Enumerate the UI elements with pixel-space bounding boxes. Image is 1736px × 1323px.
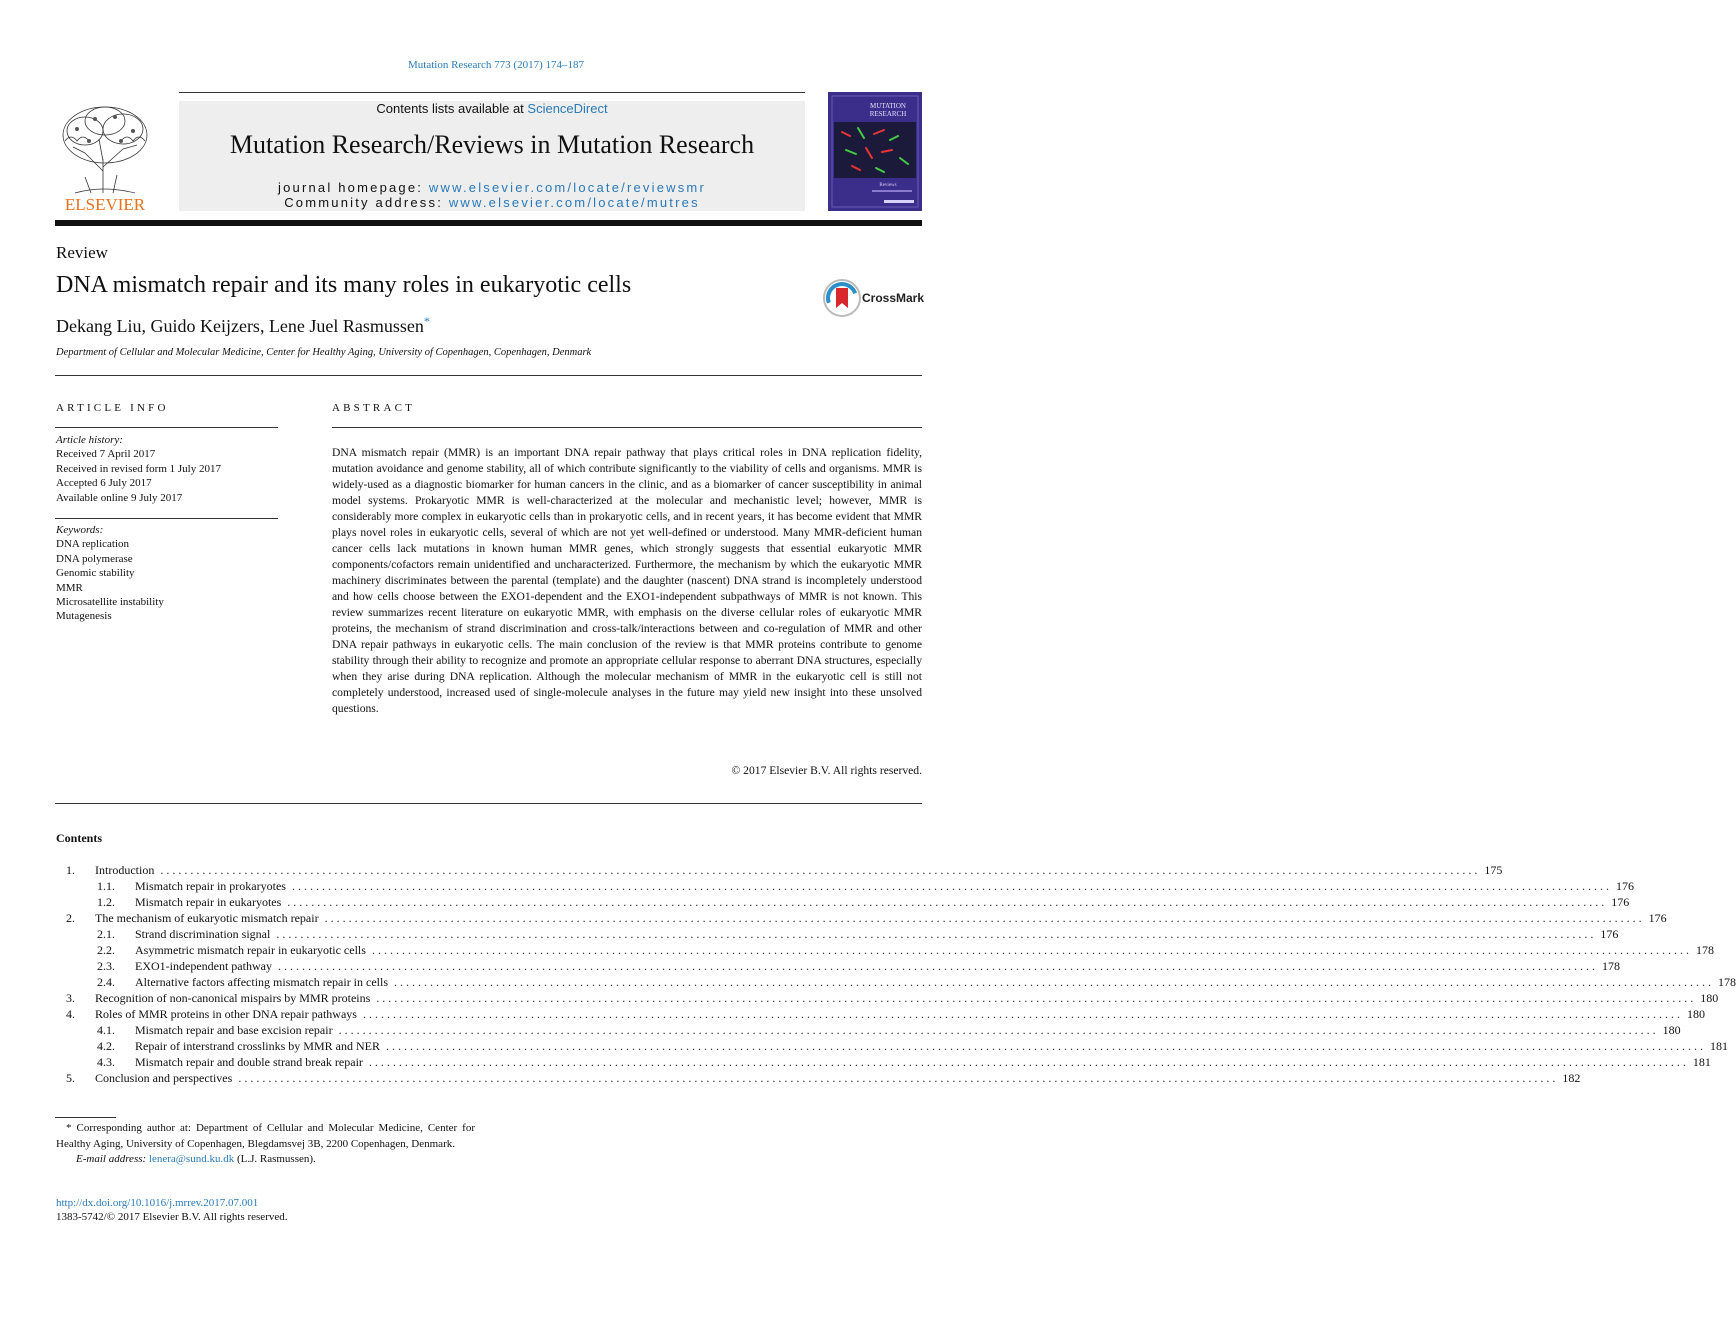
toc-entry-title[interactable]: Conclusion and perspectives	[95, 1070, 238, 1086]
toc-entry-title[interactable]: Asymmetric mismatch repair in eukaryotic cells	[135, 942, 372, 958]
authors-text: Dekang Liu, Guido Keijzers, Lene Juel Rasmussen	[56, 316, 424, 336]
toc-entry-number: 4.	[66, 1007, 75, 1021]
cover-subtitle: Reviews	[879, 183, 897, 188]
journal-homepage	[179, 180, 805, 210]
header-thick-rule	[55, 220, 922, 226]
toc-entry-number: 1.1.	[97, 879, 115, 893]
abstract-end-rule	[55, 803, 922, 804]
keyword: Genomic stability	[56, 567, 135, 580]
toc-leader-dots: ............................................................................................................................................................................................................................	[287, 895, 1608, 909]
toc-leader-dots: ............................................................................................................................................................................................................................	[238, 1071, 1559, 1085]
toc-entry-number: 1.2.	[97, 895, 115, 909]
homepage-link[interactable]: www.elsevier.com/locate/reviewsmr	[428, 180, 706, 195]
toc-leader-dots: ............................................................................................................................................................................................................................	[368, 1055, 1689, 1069]
toc-entry[interactable]	[56, 1070, 1581, 1086]
toc-entry-page: 176	[1645, 910, 1667, 926]
toc-entry-title[interactable]: Mismatch repair and double strand break repair	[135, 1054, 369, 1070]
toc-entry[interactable]	[56, 862, 1503, 878]
publisher-logo-text: ELSEVIER	[64, 195, 146, 214]
toc-entry[interactable]	[56, 1054, 1711, 1070]
article-history	[56, 433, 278, 505]
toc-entry[interactable]	[56, 1022, 1681, 1038]
toc-entry-title[interactable]: Introduction	[95, 862, 160, 878]
toc-entry-page: 178	[1714, 974, 1736, 990]
keyword: Mutagenesis	[56, 610, 112, 623]
toc-entry[interactable]	[56, 942, 1714, 958]
toc-entry-title[interactable]: Mismatch repair in prokaryotes	[135, 878, 292, 894]
toc-leader-dots: ............................................................................................................................................................................................................................	[338, 1023, 1659, 1037]
article-type: Review	[56, 243, 108, 262]
abstract-body: DNA mismatch repair (MMR) is an important DNA repair pathway that plays critical roles in DNA replication fidelity, mutation avoidance and genome stability, all of which contribute significantly to the viability of cells and organisms. MMR is widely-used as a diagnostic biomarker for human cancers in the clinic, and as a biomarker of cancer susceptibility in animal model systems. Prokaryotic MMR is well-characterized at the molecular and mechanistic level; however, MMR is considerably more complex in eukaryotic cells than in prokaryotic cells, and in recent years, it has become evident that MMR plays novel roles in eukaryotic cells, several of which are not yet well-defined or understood. Many MMR-deficient human cancer cells lack mutations in known human MMR genes, which strongly suggests that essential eukaryotic MMR components/cofactors remain unidentified and uncharacterized. Furthermore, the mechanism by which the eukaryotic MMR machinery discriminates between the parental (template) and the daughter (nascent) DNA strand is incompletely understood and how cells choose between the EXO1-dependent and the EXO1-independent subpathways of MMR is not known. This review summarizes recent literature on eukaryotic MMR, with emphasis on the diverse cellular roles of eukaryotic MMR proteins, the mechanism of strand discrimination and cross-talk/interactions between and co-regulation of MMR and other DNA repair pathways in eukaryotic cells. The main conclusion of the review is that MMR proteins contribute to genome stability through their ability to recognize and promote an appropriate cellular response to aberrant DNA structures, especially when they arise during DNA replication. Although the molecular mechanism of MMR in the eukaryotic cell is still not completely understood, increased used of single-molecule analyses in the future may yield new insight into these unsolved questions.	[332, 446, 922, 715]
history-label: Article history:	[56, 434, 123, 446]
toc-entry-title[interactable]: The mechanism of eukaryotic mismatch repair	[95, 910, 325, 926]
toc-leader-dots: ............................................................................................................................................................................................................................	[394, 975, 1715, 989]
toc-leader-dots: ............................................................................................................................................................................................................................	[362, 1007, 1683, 1021]
toc-entry[interactable]	[56, 894, 1630, 910]
toc-entry-page: 178	[1598, 958, 1620, 974]
community-label: Community address:	[284, 195, 449, 210]
table-of-contents	[56, 862, 1736, 1086]
toc-entry-title[interactable]: Mismatch repair in eukaryotes	[135, 894, 287, 910]
history-item: Received in revised form 1 July 2017	[56, 462, 221, 475]
toc-leader-dots: ............................................................................................................................................................................................................................	[291, 879, 1612, 893]
toc-entry[interactable]	[56, 910, 1667, 926]
toc-entry-number: 4.2.	[97, 1039, 115, 1053]
journal-citation[interactable]: Mutation Research 773 (2017) 174–187	[408, 59, 584, 71]
keyword: DNA polymerase	[56, 552, 133, 565]
email-suffix: (L.J. Rasmussen).	[234, 1153, 316, 1165]
toc-entry-number: 5.	[66, 1071, 75, 1085]
header-top-rule	[179, 92, 805, 93]
toc-entry-number: 4.1.	[97, 1023, 115, 1037]
community-link[interactable]: www.elsevier.com/locate/mutres	[448, 195, 700, 210]
toc-entry-number: 2.4.	[97, 975, 115, 989]
toc-entry-page: 176	[1596, 926, 1618, 942]
abstract-rule	[332, 427, 922, 428]
keywords-rule	[55, 518, 278, 519]
article-info-rule	[55, 427, 278, 428]
toc-entry-number: 1.	[66, 863, 75, 877]
elsevier-tree-logo[interactable]	[55, 101, 155, 213]
toc-leader-dots: ............................................................................................................................................................................................................................	[385, 1039, 1706, 1053]
toc-entry-number: 4.3.	[97, 1055, 115, 1069]
toc-entry[interactable]	[56, 878, 1634, 894]
toc-entry-title[interactable]: Recognition of non-canonical mispairs by MMR proteins	[95, 990, 376, 1006]
toc-leader-dots: ............................................................................................................................................................................................................................	[277, 959, 1598, 973]
toc-entry-page: 180	[1683, 1006, 1705, 1022]
article-title: DNA mismatch repair and its many roles in eukaryotic cells	[56, 272, 632, 298]
toc-entry-title[interactable]: Repair of interstrand crosslinks by MMR and NER	[135, 1038, 386, 1054]
issn-line: 1383-5742/© 2017 Elsevier B.V. All rights reserved.	[56, 1211, 288, 1223]
toc-entry-number: 2.1.	[97, 927, 115, 941]
toc-leader-dots: ............................................................................................................................................................................................................................	[324, 911, 1645, 925]
toc-entry[interactable]	[56, 990, 1719, 1006]
cover-title-line1: MUTATION	[870, 102, 906, 110]
toc-leader-dots: ............................................................................................................................................................................................................................	[376, 991, 1697, 1005]
history-item: Received 7 April 2017	[56, 448, 156, 461]
toc-entry[interactable]	[56, 974, 1736, 990]
toc-entry[interactable]	[56, 1038, 1728, 1054]
toc-entry-page: 180	[1659, 1022, 1681, 1038]
corresponding-author-mark[interactable]: *	[423, 314, 430, 328]
journal-name: Mutation Research/Reviews in Mutation Research	[229, 130, 755, 159]
journal-cover-thumbnail[interactable]	[828, 92, 922, 211]
toc-entry[interactable]	[56, 1006, 1705, 1022]
cover-title-line2: RESEARCH	[869, 110, 907, 118]
sciencedirect-link[interactable]: ScienceDirect	[527, 101, 608, 116]
homepage-label: journal homepage:	[278, 180, 429, 195]
abstract-heading: ABSTRACT	[332, 402, 416, 414]
toc-entry-page: 176	[1612, 878, 1634, 894]
toc-entry-title[interactable]: Roles of MMR proteins in other DNA repair pathways	[95, 1006, 363, 1022]
doi-link[interactable]: http://dx.doi.org/10.1016/j.mrrev.2017.07.001	[56, 1197, 259, 1209]
toc-entry-page: 175	[1480, 862, 1502, 878]
toc-entry-title[interactable]: Mismatch repair and base excision repair	[135, 1022, 339, 1038]
footnote-rule	[55, 1117, 116, 1118]
affiliation: Department of Cellular and Molecular Medicine, Center for Healthy Aging, University of Copenhagen, Copenhagen, Denmark	[56, 347, 592, 358]
author-list	[56, 314, 430, 337]
history-item: Accepted 6 July 2017	[56, 477, 152, 490]
abstract-copyright: © 2017 Elsevier B.V. All rights reserved.	[731, 764, 922, 777]
toc-entry-number: 2.2.	[97, 943, 115, 957]
toc-leader-dots: ............................................................................................................................................................................................................................	[276, 927, 1597, 941]
contents-available-line	[179, 101, 805, 116]
contents-heading: Contents	[56, 831, 103, 845]
keywords	[56, 523, 278, 624]
email-line	[56, 1152, 475, 1168]
toc-entry-page: 176	[1607, 894, 1629, 910]
corresponding-author-footnote	[56, 1121, 475, 1168]
toc-entry[interactable]	[56, 926, 1619, 942]
toc-entry[interactable]	[56, 958, 1620, 974]
crossmark-label[interactable]: CrossMark	[862, 291, 925, 305]
toc-entry-page: 181	[1689, 1054, 1711, 1070]
toc-leader-dots: ............................................................................................................................................................................................................................	[371, 943, 1692, 957]
toc-entry-title[interactable]: EXO1-independent pathway	[135, 958, 278, 974]
article-info-heading: ARTICLE INFO	[56, 402, 169, 414]
contents-prefix: Contents lists available at	[376, 101, 528, 116]
corresponding-address: * Corresponding author at: Department of Cellular and Molecular Medicine, Center for Healthy Aging, University of Copenhagen, Blegdamsvej 3B, 2200 Copenhagen, Denmark.	[56, 1122, 475, 1150]
toc-entry-page: 182	[1558, 1070, 1580, 1086]
email-link[interactable]: lenera@sund.ku.dk	[148, 1153, 235, 1165]
history-item: Available online 9 July 2017	[56, 491, 183, 504]
toc-entry-page: 181	[1706, 1038, 1728, 1054]
email-label: E-mail address:	[76, 1153, 149, 1165]
toc-entry-page: 180	[1696, 990, 1718, 1006]
keyword: DNA replication	[56, 538, 130, 551]
keyword: MMR	[56, 581, 83, 594]
toc-entry-number: 3.	[66, 991, 75, 1005]
keyword: Microsatellite instability	[56, 596, 164, 609]
toc-entry-number: 2.3.	[97, 959, 115, 973]
toc-entry-title[interactable]: Strand discrimination signal	[135, 926, 276, 942]
toc-entry-title[interactable]: Alternative factors affecting mismatch repair in cells	[135, 974, 394, 990]
meta-rule	[55, 375, 922, 376]
keywords-label: Keywords:	[56, 524, 104, 536]
toc-leader-dots: ............................................................................................................................................................................................................................	[160, 863, 1481, 877]
toc-entry-page: 178	[1692, 942, 1714, 958]
toc-entry-number: 2.	[66, 911, 75, 925]
